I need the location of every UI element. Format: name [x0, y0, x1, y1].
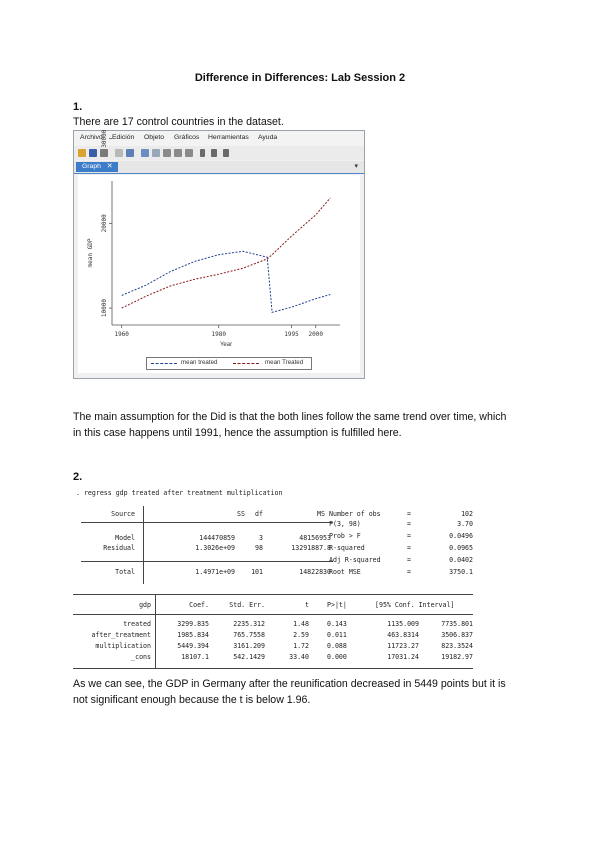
stat-eq: =: [407, 556, 411, 564]
assumption-line-2: in this case happens until 1991, hence the assumption is fulfilled here.: [73, 427, 402, 439]
anova-header-df: df: [255, 510, 263, 518]
coef-cell: 1135.009: [387, 620, 419, 628]
coef-row-label: after_treatment: [91, 631, 151, 639]
y-tick-label: 10000: [101, 299, 108, 318]
coef-cell: 33.40: [289, 653, 309, 661]
stat-eq: =: [407, 532, 411, 540]
anova-row-label: Total: [115, 568, 135, 576]
coef-cell: 2235.312: [233, 620, 265, 628]
anova-row-label: Model: [115, 534, 135, 542]
coef-header-coef: Coef.: [189, 601, 209, 609]
record-icon[interactable]: [200, 149, 205, 157]
stat-value: 0.0965: [449, 544, 473, 552]
x-tick-label: 1980: [211, 331, 226, 338]
coef-cell: 542.1429: [233, 653, 265, 661]
menu-herramientas[interactable]: Herramientas: [208, 134, 249, 141]
stat-label: F(3, 98): [329, 520, 361, 528]
coef-cell: 3161.209: [233, 642, 265, 650]
y-axis-label: mean GDP: [87, 238, 94, 268]
anova-cell: 13291887.8: [291, 544, 331, 552]
stat-label: Adj R-squared: [329, 556, 381, 564]
question-1-number: 1.: [73, 101, 83, 113]
graph-editor-icon[interactable]: [141, 149, 149, 157]
anova-cell: 14822830: [299, 568, 331, 576]
question-1-text: There are 17 control countries in the dataset.: [73, 116, 284, 128]
stat-eq: =: [407, 520, 411, 528]
coef-cell: 19182.97: [441, 653, 473, 661]
coef-row-label: multiplication: [95, 642, 151, 650]
menu-archivo[interactable]: Archivo: [80, 134, 103, 141]
coef-cell: 1.48: [293, 620, 309, 628]
conclusion-line-1: As we can see, the GDP in Germany after the reunification decreased in 5449 points but it is: [73, 678, 506, 690]
coef-cell: 11723.27: [387, 642, 419, 650]
marker-tool-icon[interactable]: [185, 149, 193, 157]
anova-cell: 1.3026e+09: [195, 544, 235, 552]
coef-cell: 0.000: [327, 653, 347, 661]
legend-item-treated: mean treated: [181, 359, 218, 366]
text-tool-icon[interactable]: [163, 149, 171, 157]
stat-value: 102: [461, 510, 473, 518]
select-icon[interactable]: [152, 149, 160, 157]
legend-item-Treated: mean Treated: [265, 359, 304, 366]
anova-row-label: Residual: [103, 544, 135, 552]
coef-rule-bottom: [73, 668, 473, 669]
anova-rule-total: [81, 561, 333, 562]
coef-cell: 2.59: [293, 631, 309, 639]
anova-header-ss: SS: [237, 510, 245, 518]
coef-header-p: P>|t|: [327, 601, 347, 609]
coef-header-se: Std. Err.: [229, 601, 265, 609]
tab-bar: [74, 161, 364, 174]
stat-value: 0.0402: [449, 556, 473, 564]
legend-swatch-0: [151, 363, 177, 364]
menu-edicion[interactable]: Edición: [112, 134, 135, 141]
y-tick-label: 30000: [101, 129, 108, 148]
coef-rule-top: [73, 594, 473, 595]
anova-cell: 144470859: [199, 534, 235, 542]
line-tool-icon[interactable]: [174, 149, 182, 157]
coefficient-table: [73, 592, 483, 670]
stat-eq: =: [407, 568, 411, 576]
stat-eq: =: [407, 544, 411, 552]
coef-cell: 18107.1: [181, 653, 209, 661]
print-icon[interactable]: [100, 149, 108, 157]
coef-cell: 463.8314: [387, 631, 419, 639]
stat-eq: =: [407, 510, 411, 518]
x-tick-label: 1995: [284, 331, 299, 338]
coef-header-ci: [95% Conf. Interval]: [375, 601, 455, 609]
legend-swatch-1: [233, 363, 259, 364]
stat-value: 3.70: [457, 520, 473, 528]
stat-value: 0.0496: [449, 532, 473, 540]
coef-cell: 7735.801: [441, 620, 473, 628]
stat-value: 3750.1: [449, 568, 473, 576]
tab-graph-label: Graph: [82, 163, 101, 170]
x-tick-label: 1960: [114, 331, 129, 338]
menu-objeto[interactable]: Objeto: [144, 134, 165, 141]
coef-cell: 765.7558: [233, 631, 265, 639]
save-icon[interactable]: [89, 149, 97, 157]
menu-graficos[interactable]: Gráficos: [174, 134, 200, 141]
coef-cell: 1985.834: [177, 631, 209, 639]
anova-table: [73, 504, 483, 588]
series-line-0: [122, 251, 331, 312]
stata-graph-window: [73, 130, 365, 379]
coef-cell: 3506.837: [441, 631, 473, 639]
stat-label: Prob > F: [329, 532, 361, 540]
coef-row-label: _cons: [131, 653, 151, 661]
question-2-number: 2.: [73, 471, 83, 483]
stat-label: Number of obs: [329, 510, 381, 518]
regress-command: . regress gdp treated after treatment multiplication: [76, 489, 283, 497]
anova-header-source: Source: [111, 510, 135, 518]
rename-icon[interactable]: [126, 149, 134, 157]
coef-row-label: treated: [123, 620, 151, 628]
coef-cell: 1.72: [293, 642, 309, 650]
close-icon[interactable]: ✕: [106, 163, 113, 170]
chevron-down-icon[interactable]: ▾: [354, 163, 358, 170]
anova-cell: 101: [251, 568, 263, 576]
open-icon[interactable]: [78, 149, 86, 157]
tab-graph[interactable]: [76, 162, 118, 172]
x-tick-label: 2000: [308, 331, 323, 338]
anova-header-ms: MS: [317, 510, 325, 518]
anova-rule-top: [81, 522, 333, 523]
menu-bar: [74, 131, 364, 146]
anova-cell: 3: [259, 534, 263, 542]
play-icon[interactable]: [223, 149, 229, 157]
stat-label: Root MSE: [329, 568, 361, 576]
coef-divider: [155, 594, 156, 668]
anova-cell: 1.4971e+09: [195, 568, 235, 576]
anova-divider: [143, 506, 144, 584]
coef-cell: 5449.394: [177, 642, 209, 650]
anova-cell: 48156953: [299, 534, 331, 542]
anova-cell: 98: [255, 544, 263, 552]
x-axis-label: Year: [219, 342, 233, 348]
conclusion-line-2: not significant enough because the t is below 1.96.: [73, 694, 311, 706]
pause-icon[interactable]: [211, 149, 217, 157]
coef-cell: 0.088: [327, 642, 347, 650]
assumption-line-1: The main assumption for the Did is that the both lines follow the same trend over time, which: [73, 411, 507, 423]
document-title: Difference in Differences: Lab Session 2: [194, 72, 406, 84]
coef-cell: 823.3524: [441, 642, 473, 650]
toolbar: [74, 146, 364, 160]
coef-cell: 0.011: [327, 631, 347, 639]
coef-header-var: gdp: [139, 601, 151, 609]
y-tick-label: 20000: [101, 214, 108, 233]
coef-cell: 17031.24: [387, 653, 419, 661]
menu-ayuda[interactable]: Ayuda: [258, 134, 278, 141]
series-line-1: [122, 198, 331, 308]
chart-legend: [146, 357, 312, 370]
coef-cell: 3299.835: [177, 620, 209, 628]
coef-rule-header: [73, 614, 473, 615]
coef-header-t: t: [305, 601, 309, 609]
copy-icon[interactable]: [115, 149, 123, 157]
stat-label: R-squared: [329, 544, 365, 552]
coef-cell: 0.143: [327, 620, 347, 628]
